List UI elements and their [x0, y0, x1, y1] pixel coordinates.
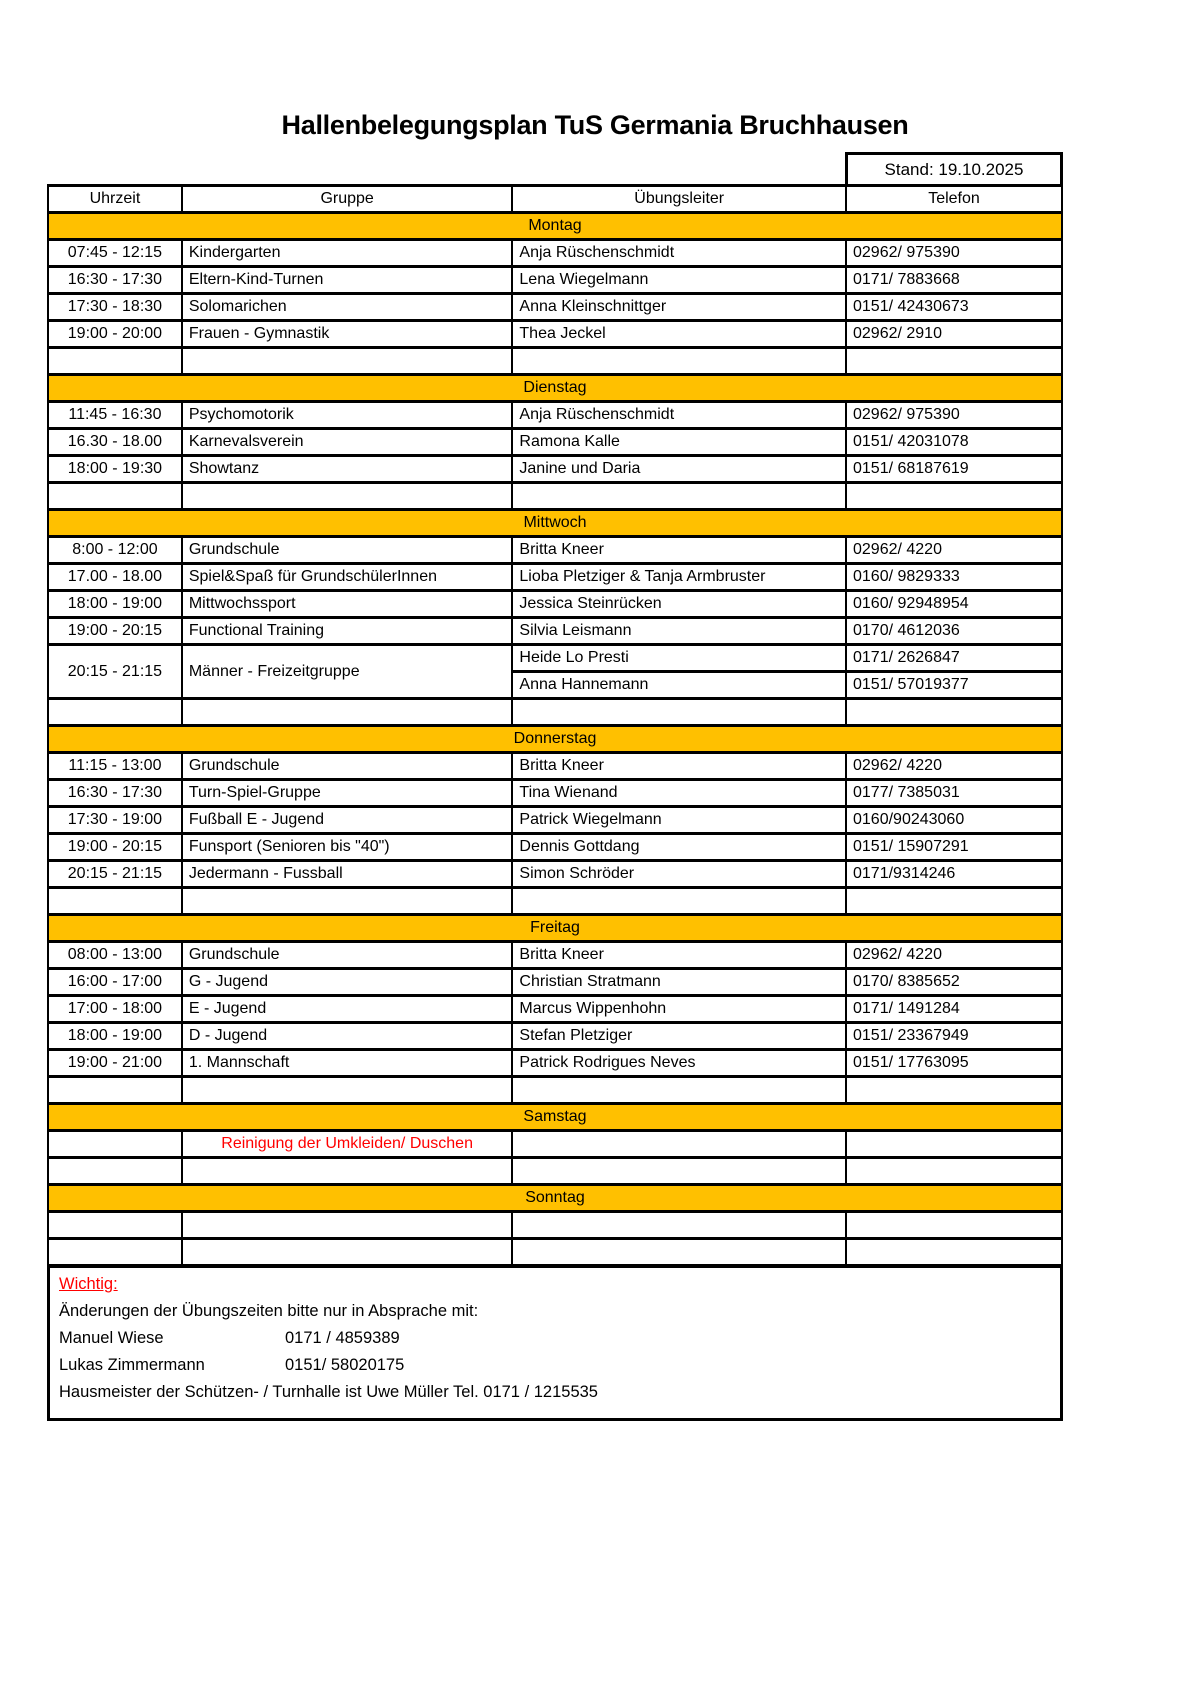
- day-header-cell: Donnerstag: [48, 726, 1062, 753]
- phone-cell: 02962/ 4220: [846, 753, 1062, 780]
- time-cell: 17:30 - 19:00: [48, 807, 182, 834]
- schedule-row: [48, 240, 1062, 267]
- day-header-row: [48, 213, 1062, 240]
- day-header-row: [48, 1104, 1062, 1131]
- time-cell: 18:00 - 19:00: [48, 1023, 182, 1050]
- group-cell: Grundschule: [182, 753, 513, 780]
- schedule-table-wrap: [47, 184, 1063, 1421]
- empty-row: [48, 1158, 1062, 1185]
- footer-notes-box: [47, 1264, 1063, 1421]
- empty-cell: [48, 1239, 182, 1266]
- group-cell: Männer - Freizeitgruppe: [182, 645, 513, 699]
- group-cell: G - Jugend: [182, 969, 513, 996]
- leader-cell: [512, 1131, 846, 1158]
- phone-cell: 0171/ 2626847: [846, 645, 1062, 672]
- time-cell: 11:45 - 16:30: [48, 402, 182, 429]
- leader-cell: Ramona Kalle: [512, 429, 846, 456]
- empty-row: [48, 888, 1062, 915]
- schedule-row: [48, 564, 1062, 591]
- contact-phone: 0151/ 58020175: [285, 1356, 405, 1374]
- contact-name: Manuel Wiese: [59, 1329, 164, 1347]
- leader-cell: Thea Jeckel: [512, 321, 846, 348]
- day-header-cell: Samstag: [48, 1104, 1062, 1131]
- phone-cell: 0151/ 15907291: [846, 834, 1062, 861]
- group-cell: Grundschule: [182, 537, 513, 564]
- schedule-row: [48, 456, 1062, 483]
- day-header-cell: Freitag: [48, 915, 1062, 942]
- empty-cell: [512, 1158, 846, 1185]
- schedule-table-body: [48, 186, 1062, 1266]
- schedule-row: [48, 969, 1062, 996]
- empty-row: [48, 1212, 1062, 1239]
- group-cell: Psychomotorik: [182, 402, 513, 429]
- footer-heading: Wichtig:: [59, 1275, 118, 1293]
- time-cell: 08:00 - 13:00: [48, 942, 182, 969]
- leader-cell: Stefan Pletziger: [512, 1023, 846, 1050]
- schedule-row: [48, 942, 1062, 969]
- time-cell: 8:00 - 12:00: [48, 537, 182, 564]
- schedule-row: [48, 537, 1062, 564]
- column-header-cell: Gruppe: [182, 186, 513, 213]
- leader-cell: Anja Rüschenschmidt: [512, 402, 846, 429]
- schedule-row: [48, 429, 1062, 456]
- empty-cell: [48, 483, 182, 510]
- empty-cell: [846, 483, 1062, 510]
- time-cell: [48, 1131, 182, 1158]
- empty-cell: [512, 1077, 846, 1104]
- empty-cell: [48, 1158, 182, 1185]
- leader-cell: Britta Kneer: [512, 753, 846, 780]
- schedule-row: [48, 402, 1062, 429]
- empty-cell: [182, 888, 513, 915]
- leader-cell: Lioba Pletziger & Tanja Armbruster: [512, 564, 846, 591]
- group-cell: Turn-Spiel-Gruppe: [182, 780, 513, 807]
- empty-cell: [48, 699, 182, 726]
- leader-cell: Heide Lo Presti: [512, 645, 846, 672]
- schedule-row: [48, 618, 1062, 645]
- leader-cell: Britta Kneer: [512, 942, 846, 969]
- schedule-row: [48, 321, 1062, 348]
- leader-cell: Patrick Wiegelmann: [512, 807, 846, 834]
- phone-cell: 0170/ 4612036: [846, 618, 1062, 645]
- phone-cell: 02962/ 4220: [846, 537, 1062, 564]
- time-cell: 18:00 - 19:00: [48, 591, 182, 618]
- phone-cell: 0151/ 42031078: [846, 429, 1062, 456]
- schedule-row: [48, 267, 1062, 294]
- footer-caretaker-note: Hausmeister der Schützen- / Turnhalle ist Uwe Müller Tel. 0171 / 1215535: [59, 1383, 598, 1401]
- group-cell: Grundschule: [182, 942, 513, 969]
- leader-cell: Britta Kneer: [512, 537, 846, 564]
- leader-cell: Silvia Leismann: [512, 618, 846, 645]
- schedule-row: [48, 591, 1062, 618]
- empty-cell: [846, 1077, 1062, 1104]
- leader-cell: Patrick Rodrigues Neves: [512, 1050, 846, 1077]
- empty-cell: [512, 699, 846, 726]
- time-cell: 18:00 - 19:30: [48, 456, 182, 483]
- schedule-row: [48, 996, 1062, 1023]
- schedule-row: [48, 834, 1062, 861]
- phone-cell: 02962/ 2910: [846, 321, 1062, 348]
- empty-cell: [182, 1212, 513, 1239]
- day-header-row: [48, 915, 1062, 942]
- day-header-row: [48, 1185, 1062, 1212]
- stand-date-box: [845, 152, 1063, 187]
- empty-cell: [182, 483, 513, 510]
- group-cell: Karnevalsverein: [182, 429, 513, 456]
- leader-cell: Marcus Wippenhohn: [512, 996, 846, 1023]
- phone-cell: 0151/ 68187619: [846, 456, 1062, 483]
- contact-phone: 0171 / 4859389: [285, 1329, 400, 1347]
- empty-cell: [846, 1212, 1062, 1239]
- empty-cell: [48, 1077, 182, 1104]
- schedule-row: [48, 294, 1062, 321]
- schedule-row: [48, 1050, 1062, 1077]
- contact-name: Lukas Zimmermann: [59, 1356, 205, 1374]
- leader-cell: Jessica Steinrücken: [512, 591, 846, 618]
- phone-cell: 0171/9314246: [846, 861, 1062, 888]
- group-cell: Funsport (Senioren bis "40"): [182, 834, 513, 861]
- phone-cell: 0160/ 92948954: [846, 591, 1062, 618]
- day-header-row: [48, 726, 1062, 753]
- time-cell: 20:15 - 21:15: [48, 861, 182, 888]
- group-cell: Reinigung der Umkleiden/ Duschen: [182, 1131, 513, 1158]
- phone-cell: 0177/ 7385031: [846, 780, 1062, 807]
- column-header-row: [48, 186, 1062, 213]
- group-cell: Solomarichen: [182, 294, 513, 321]
- empty-cell: [846, 1158, 1062, 1185]
- day-header-cell: Sonntag: [48, 1185, 1062, 1212]
- time-cell: 16:30 - 17:30: [48, 780, 182, 807]
- column-header-cell: Uhrzeit: [48, 186, 182, 213]
- empty-cell: [182, 1158, 513, 1185]
- day-header-row: [48, 375, 1062, 402]
- group-cell: Functional Training: [182, 618, 513, 645]
- leader-cell: Tina Wienand: [512, 780, 846, 807]
- group-cell: D - Jugend: [182, 1023, 513, 1050]
- phone-cell: 0151/ 23367949: [846, 1023, 1062, 1050]
- time-cell: 17.00 - 18.00: [48, 564, 182, 591]
- empty-cell: [512, 888, 846, 915]
- empty-cell: [48, 348, 182, 375]
- time-cell: 07:45 - 12:15: [48, 240, 182, 267]
- phone-cell: 0171/ 7883668: [846, 267, 1062, 294]
- schedule-row: [48, 807, 1062, 834]
- leader-cell: Dennis Gottdang: [512, 834, 846, 861]
- phone-cell: 02962/ 4220: [846, 942, 1062, 969]
- schedule-table: [47, 184, 1063, 1267]
- time-cell: 19:00 - 20:15: [48, 834, 182, 861]
- phone-cell: 0160/90243060: [846, 807, 1062, 834]
- contact-row: [59, 1352, 1051, 1379]
- leader-cell: Anna Hannemann: [512, 672, 846, 699]
- column-header-cell: Telefon: [846, 186, 1062, 213]
- time-cell: 17:30 - 18:30: [48, 294, 182, 321]
- empty-row: [48, 348, 1062, 375]
- empty-row: [48, 699, 1062, 726]
- day-header-cell: Mittwoch: [48, 510, 1062, 537]
- empty-cell: [182, 1239, 513, 1266]
- schedule-row: [48, 1131, 1062, 1158]
- leader-cell: Christian Stratmann: [512, 969, 846, 996]
- time-cell: 20:15 - 21:15: [48, 645, 182, 699]
- day-header-cell: Montag: [48, 213, 1062, 240]
- group-cell: Eltern-Kind-Turnen: [182, 267, 513, 294]
- day-header-cell: Dienstag: [48, 375, 1062, 402]
- group-cell: Mittwochssport: [182, 591, 513, 618]
- empty-cell: [182, 348, 513, 375]
- group-cell: E - Jugend: [182, 996, 513, 1023]
- phone-cell: 0170/ 8385652: [846, 969, 1062, 996]
- empty-cell: [512, 1239, 846, 1266]
- schedule-row: [48, 1023, 1062, 1050]
- empty-cell: [846, 699, 1062, 726]
- footer-note: Änderungen der Übungszeiten bitte nur in Absprache mit:: [59, 1302, 479, 1320]
- leader-cell: Janine und Daria: [512, 456, 846, 483]
- column-header-cell: Übungsleiter: [512, 186, 846, 213]
- time-cell: 19:00 - 20:00: [48, 321, 182, 348]
- empty-cell: [512, 348, 846, 375]
- leader-cell: Simon Schröder: [512, 861, 846, 888]
- empty-cell: [846, 348, 1062, 375]
- phone-cell: 0171/ 1491284: [846, 996, 1062, 1023]
- leader-cell: Anna Kleinschnittger: [512, 294, 846, 321]
- group-cell: 1. Mannschaft: [182, 1050, 513, 1077]
- leader-cell: Lena Wiegelmann: [512, 267, 846, 294]
- group-cell: Spiel&Spaß für GrundschülerInnen: [182, 564, 513, 591]
- phone-cell: [846, 1131, 1062, 1158]
- schedule-row: [48, 645, 1062, 672]
- empty-cell: [48, 888, 182, 915]
- empty-cell: [182, 1077, 513, 1104]
- contact-row: [59, 1325, 1051, 1352]
- page-title: Hallenbelegungsplan TuS Germania Bruchhausen: [281, 110, 909, 140]
- footer-contacts: [59, 1325, 1051, 1379]
- empty-cell: [846, 1239, 1062, 1266]
- time-cell: 16:00 - 17:00: [48, 969, 182, 996]
- time-cell: 16:30 - 17:30: [48, 267, 182, 294]
- group-cell: Kindergarten: [182, 240, 513, 267]
- schedule-row: [48, 753, 1062, 780]
- group-cell: Frauen - Gymnastik: [182, 321, 513, 348]
- day-header-row: [48, 510, 1062, 537]
- empty-cell: [48, 1212, 182, 1239]
- empty-row: [48, 1077, 1062, 1104]
- phone-cell: 0160/ 9829333: [846, 564, 1062, 591]
- time-cell: 16.30 - 18.00: [48, 429, 182, 456]
- empty-cell: [512, 483, 846, 510]
- schedule-row: [48, 780, 1062, 807]
- phone-cell: 0151/ 17763095: [846, 1050, 1062, 1077]
- group-cell: Showtanz: [182, 456, 513, 483]
- time-cell: 19:00 - 20:15: [48, 618, 182, 645]
- schedule-row: [48, 861, 1062, 888]
- leader-cell: Anja Rüschenschmidt: [512, 240, 846, 267]
- group-cell: Jedermann - Fussball: [182, 861, 513, 888]
- time-cell: 17:00 - 18:00: [48, 996, 182, 1023]
- group-cell: Fußball E - Jugend: [182, 807, 513, 834]
- time-cell: 19:00 - 21:00: [48, 1050, 182, 1077]
- phone-cell: 0151/ 42430673: [846, 294, 1062, 321]
- empty-row: [48, 483, 1062, 510]
- phone-cell: 02962/ 975390: [846, 240, 1062, 267]
- phone-cell: 02962/ 975390: [846, 402, 1062, 429]
- phone-cell: 0151/ 57019377: [846, 672, 1062, 699]
- empty-cell: [846, 888, 1062, 915]
- time-cell: 11:15 - 13:00: [48, 753, 182, 780]
- empty-row: [48, 1239, 1062, 1266]
- empty-cell: [512, 1212, 846, 1239]
- empty-cell: [182, 699, 513, 726]
- stand-date-label: Stand: 19.10.2025: [884, 159, 1024, 179]
